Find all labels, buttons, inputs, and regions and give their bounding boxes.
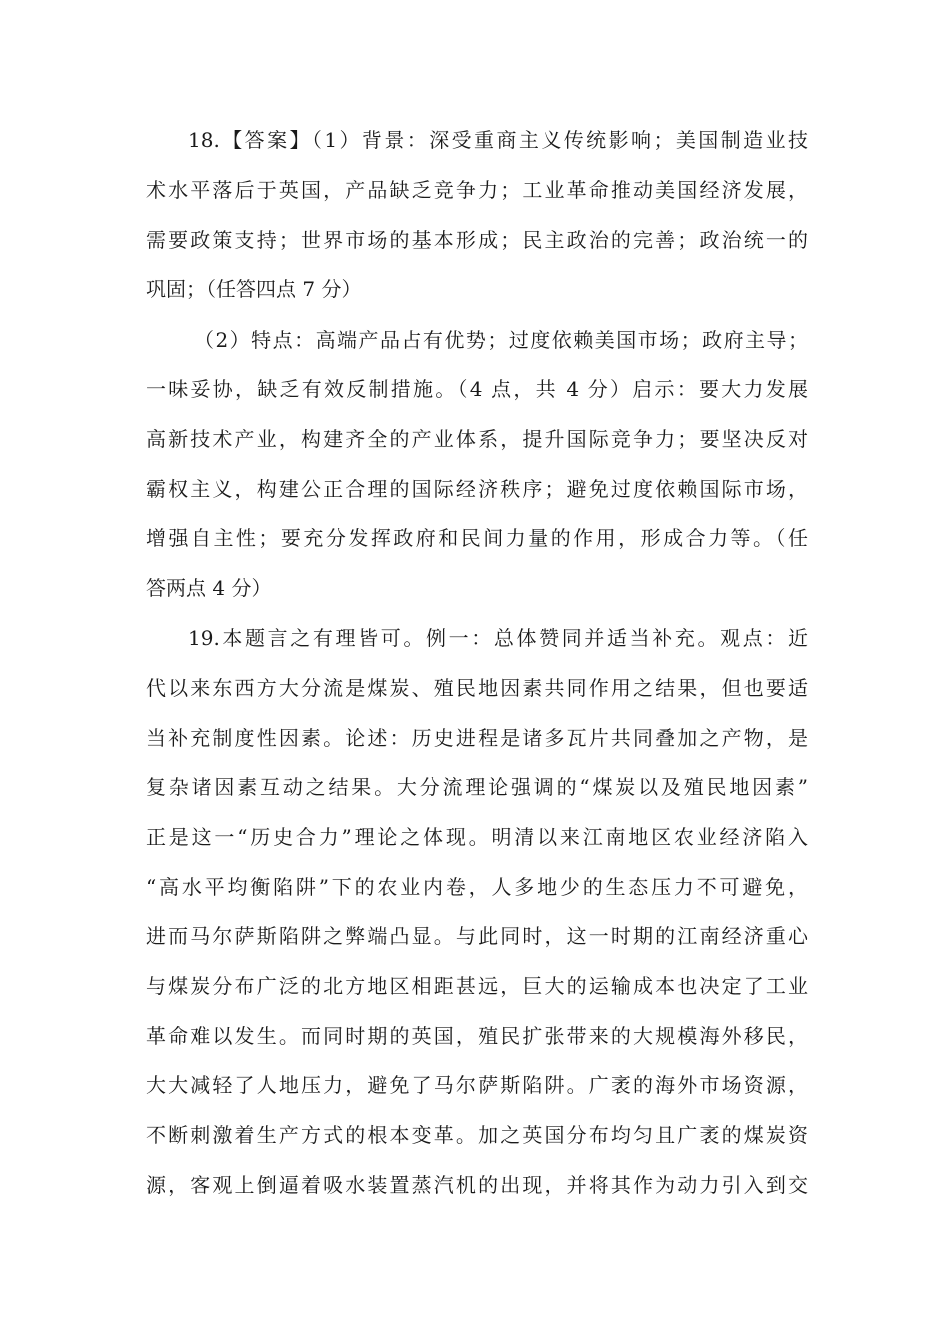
text-line: 革命难以发生。而同时期的英国，殖民扩张带来的大规模海外移民， [146,1024,808,1048]
text-line: 18.【答案】（1）背景：深受重商主义传统影响；美国制造业技 [188,128,808,152]
text-line: 正是这一“历史合力”理论之体现。明清以来江南地区农业经济陷入 [146,825,808,849]
text-line: 复杂诸因素互动之结果。大分流理论强调的“煤炭以及殖民地因素” [146,775,808,799]
text-line: 需要政策支持；世界市场的基本形成；民主政治的完善；政治统一的 [146,228,808,252]
text-line: 一味妥协，缺乏有效反制措施。（4 点，共 4 分）启示：要大力发展 [146,377,808,401]
text-line: 答两点 4 分） [146,576,272,600]
text-line: 不断刺激着生产方式的根本变革。加之英国分布均匀且广袤的煤炭资 [146,1123,808,1147]
text-line: 进而马尔萨斯陷阱之弊端凸显。与此同时，这一时期的江南经济重心 [146,924,808,948]
text-line: 增强自主性；要充分发挥政府和民间力量的作用，形成合力等。（任 [146,526,808,550]
text-line: 大大减轻了人地压力，避免了马尔萨斯陷阱。广袤的海外市场资源， [146,1073,808,1097]
text-line: 与煤炭分布广泛的北方地区相距甚远，巨大的运输成本也决定了工业 [146,974,808,998]
text-line: “高水平均衡陷阱”下的农业内卷，人多地少的生态压力不可避免， [146,875,808,899]
text-line: 源，客观上倒逼着吸水装置蒸汽机的出现，并将其作为动力引入到交 [146,1173,808,1197]
text-line: 代以来东西方大分流是煤炭、殖民地因素共同作用之结果，但也要适 [146,676,808,700]
text-line: 巩固；（任答四点 7 分） [146,277,362,301]
text-line: 当补充制度性因素。论述：历史进程是诸多瓦片共同叠加之产物，是 [146,726,808,750]
text-line: 高新技术产业，构建齐全的产业体系，提升国际竞争力；要坚决反对 [146,427,808,451]
text-line: 19.本题言之有理皆可。例一：总体赞同并适当补充。观点：近 [188,626,808,650]
text-line: 霸权主义，构建公正合理的国际经济秩序；避免过度依赖国际市场， [146,477,808,501]
text-line: 术水平落后于英国，产品缺乏竞争力；工业革命推动美国经济发展， [146,178,808,202]
text-line: （2）特点：高端产品占有优势；过度依赖美国市场；政府主导； [194,328,808,352]
